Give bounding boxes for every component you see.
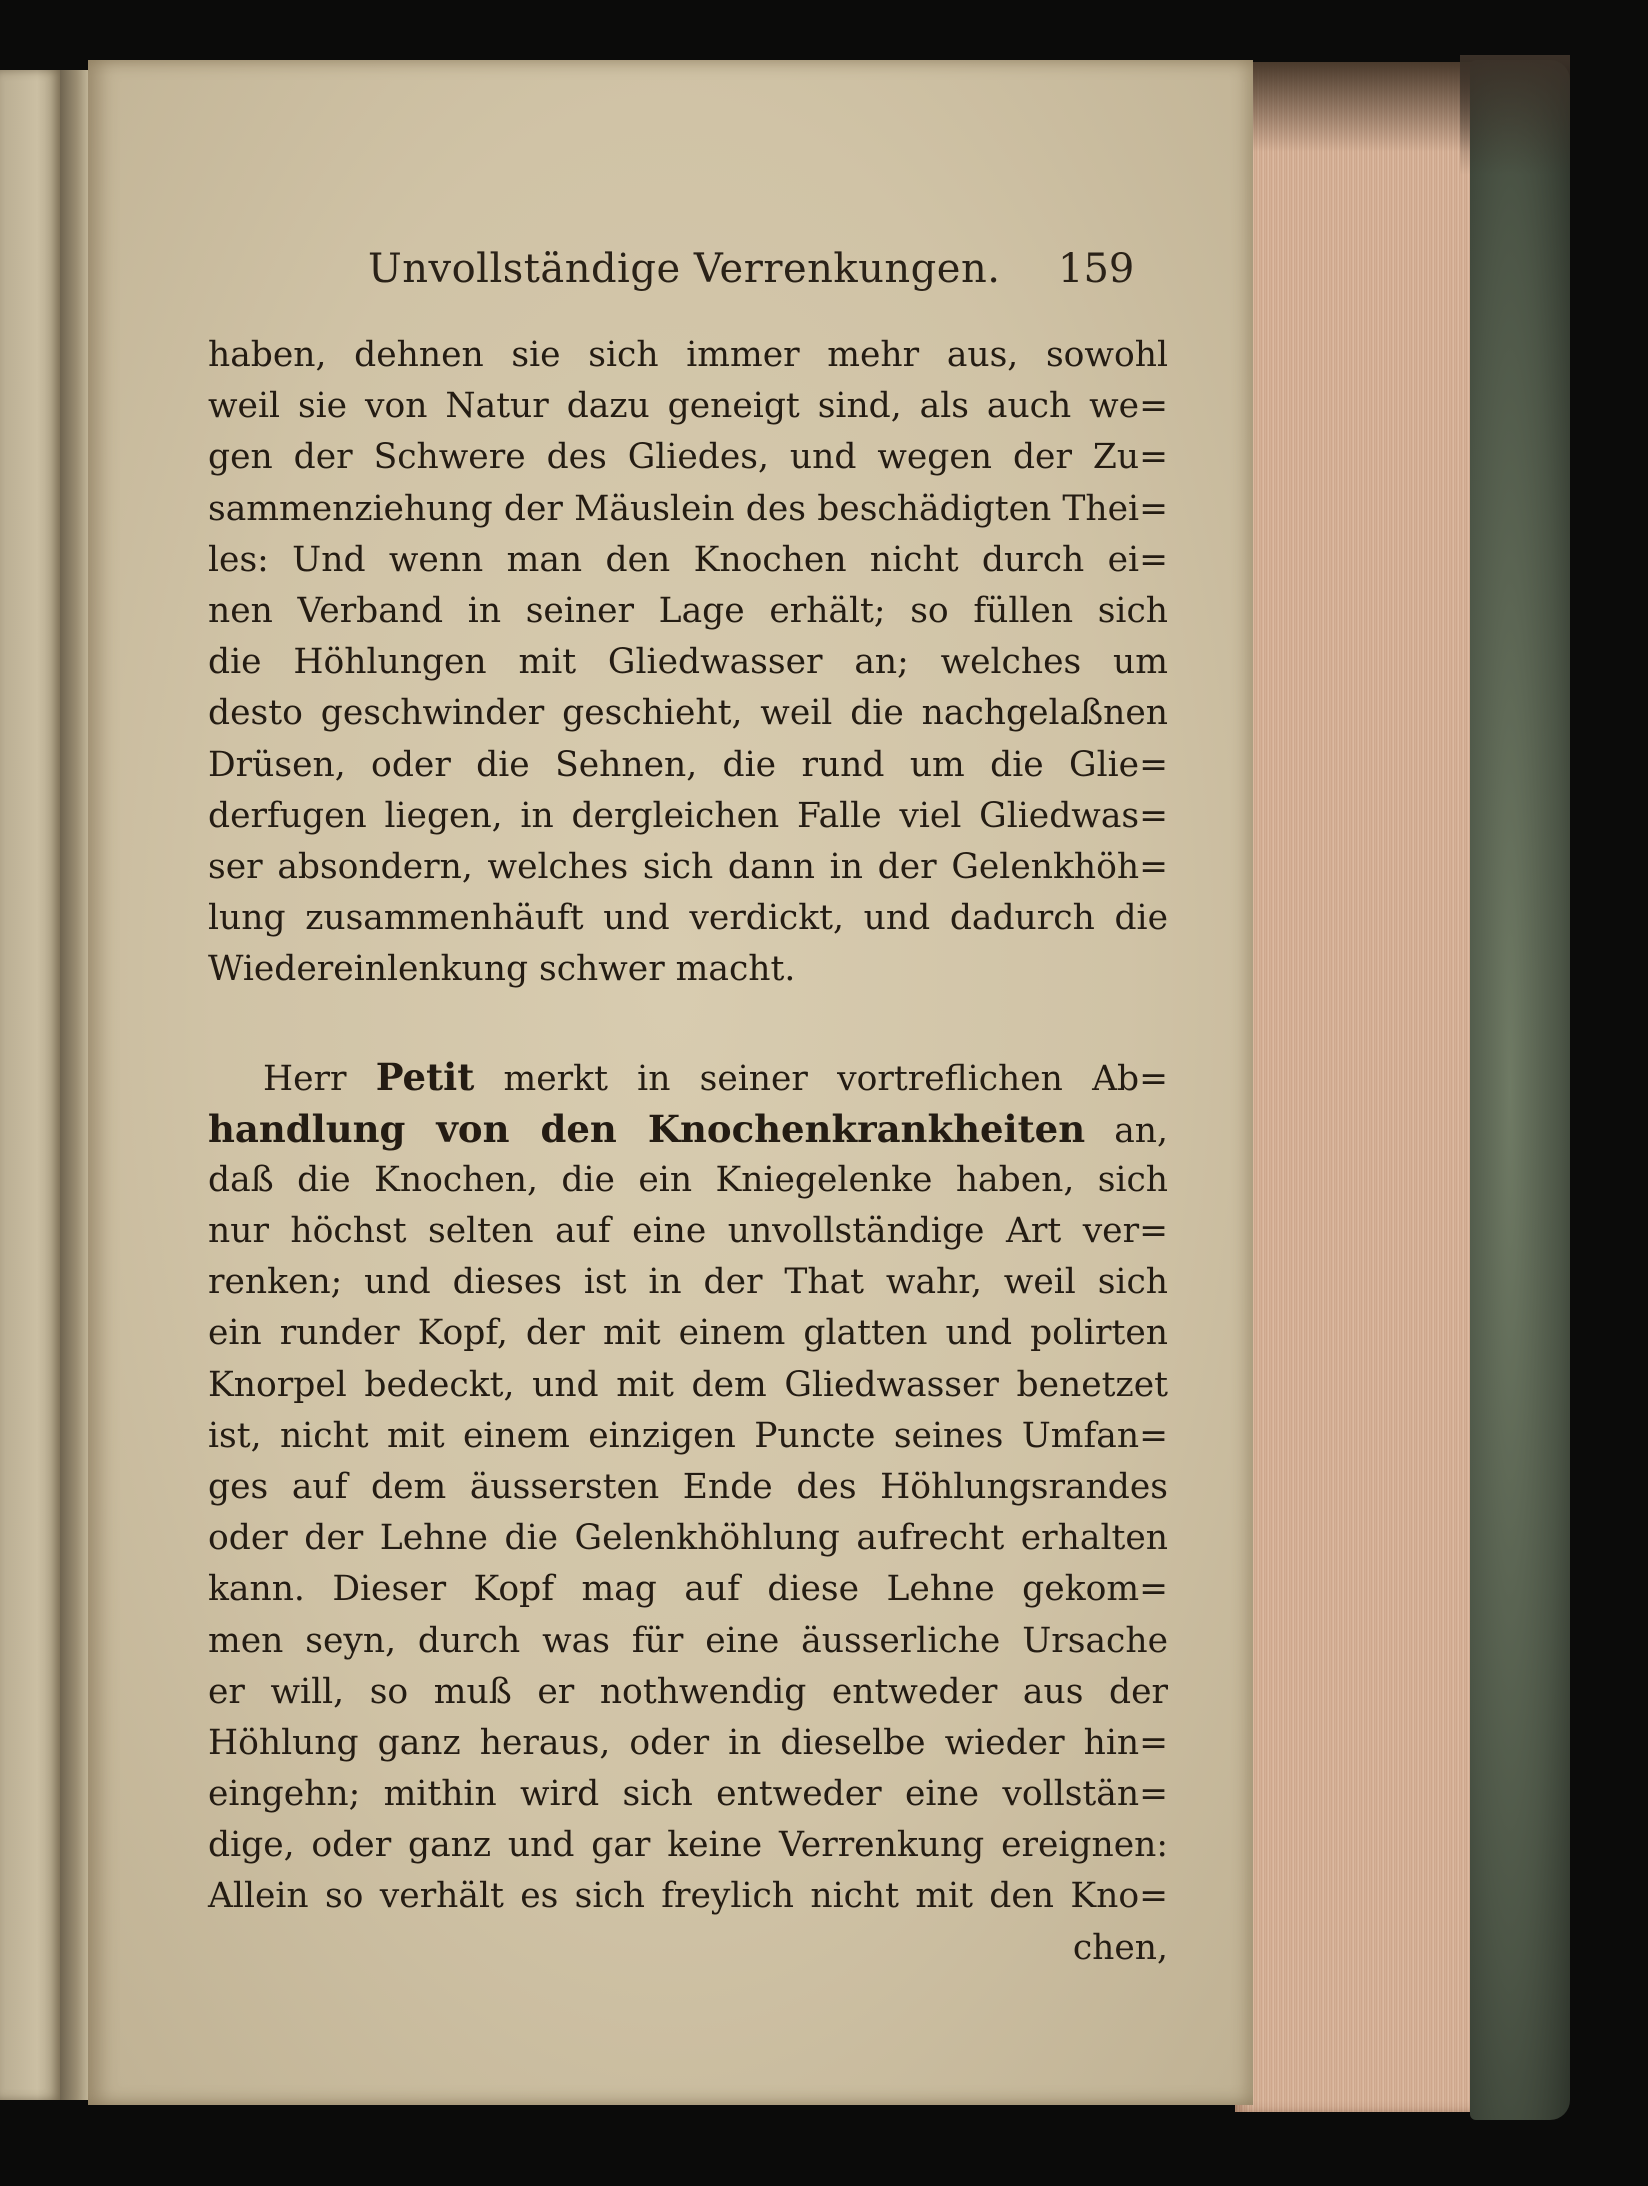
text-line: les: Und wenn man den Knochen nicht durch ei= (208, 539, 1168, 580)
text-line: dige, oder ganz und gar keine Verrenkung ereignen: (208, 1825, 1168, 1866)
text-line: Wiedereinlenkung schwer macht. (208, 949, 796, 990)
cover-shadow (1460, 55, 1570, 175)
text-line: ist, nicht mit einem einzigen Puncte seines Umfan= (208, 1415, 1168, 1456)
text-run: an, (1085, 1110, 1168, 1151)
text-line: weil sie von Natur dazu geneigt sind, als auch we= (208, 386, 1168, 427)
text-line: Höhlung ganz heraus, oder in dieselbe wieder hin= (208, 1722, 1168, 1763)
text-line: gen der Schwere des Gliedes, und wegen der Zu= (208, 437, 1168, 478)
text-line: ein runder Kopf, der mit einem glatten und polirten (208, 1313, 1168, 1354)
page-header (368, 246, 1168, 306)
page-block-shadow (1235, 62, 1480, 152)
text-line: nur höchst selten auf eine unvollständige Art ver= (208, 1211, 1168, 1251)
text-run: handlung von den (208, 1106, 648, 1151)
book-gutter (60, 70, 90, 2100)
text-line: Drüsen, oder die Sehnen, die rund um die Glie= (208, 744, 1168, 785)
text-line: ges auf dem äussersten Ende des Höhlungsrandes (208, 1466, 1168, 1507)
catchword: chen, (1072, 1927, 1168, 1968)
paragraph-1 (208, 330, 1168, 995)
text-line: ser absondern, welches sich dann in der Gelenkhöh= (208, 846, 1168, 887)
text-line: kann. Dieser Kopf mag auf diese Lehne gekom= (208, 1569, 1168, 1610)
author-name: Petit (375, 1055, 475, 1100)
text-run: Herr (263, 1059, 376, 1100)
text-line: derfugen liegen, in dergleichen Falle viel Gliedwas= (208, 795, 1168, 836)
text-line: lung zusammenhäuft und verdickt, und dadurch die (208, 898, 1168, 939)
text-line: oder der Lehne die Gelenkhöhlung aufrecht erhalten (208, 1518, 1168, 1559)
text-line: men seyn, durch was für eine äusserliche Ursache (208, 1620, 1168, 1661)
page-number: 159 (1058, 246, 1135, 292)
text-line: Allein so verhält es sich freylich nicht mit den Kno= (208, 1876, 1168, 1917)
text-line: sammenziehung der Mäuslein des beschädigten Thei= (208, 488, 1168, 529)
running-head: Unvollständige Verrenkungen. (368, 246, 1001, 292)
text-line (208, 1052, 1168, 1103)
text-line: renken; und dieses ist in der That wahr, weil sich (208, 1262, 1168, 1303)
text-line: eingehn; mithin wird sich entweder eine vollstän= (208, 1774, 1168, 1815)
previous-page-edge (0, 70, 62, 2100)
text-line: Knorpel bedeckt, und mit dem Gliedwasser benetzet (208, 1364, 1168, 1405)
text-line: nen Verband in seiner Lage erhält; so füllen sich (208, 590, 1168, 631)
text-line: er will, so muß er nothwendig entweder aus der (208, 1671, 1168, 1712)
text-line: daß die Knochen, die ein Kniegelenke haben, sich (208, 1159, 1168, 1200)
text-line: desto geschwinder geschieht, weil die nachgelaßnen (208, 693, 1168, 734)
paragraph-2 (208, 1052, 1168, 1973)
body-text (208, 330, 1168, 1974)
text-line (208, 1104, 1168, 1155)
text-line: die Höhlungen mit Gliedwasser an; welches um (208, 642, 1168, 683)
paragraph-gap (208, 995, 1168, 1052)
page-block-edges (1235, 62, 1480, 2112)
text-run: merkt in seiner vortreflichen Ab= (474, 1059, 1168, 1100)
work-title: Knochenkrankheiten (647, 1106, 1086, 1151)
text-line: haben, dehnen sie sich immer mehr aus, sowohl (208, 335, 1168, 375)
book-page (88, 60, 1253, 2105)
book-cover-board (1470, 60, 1570, 2120)
